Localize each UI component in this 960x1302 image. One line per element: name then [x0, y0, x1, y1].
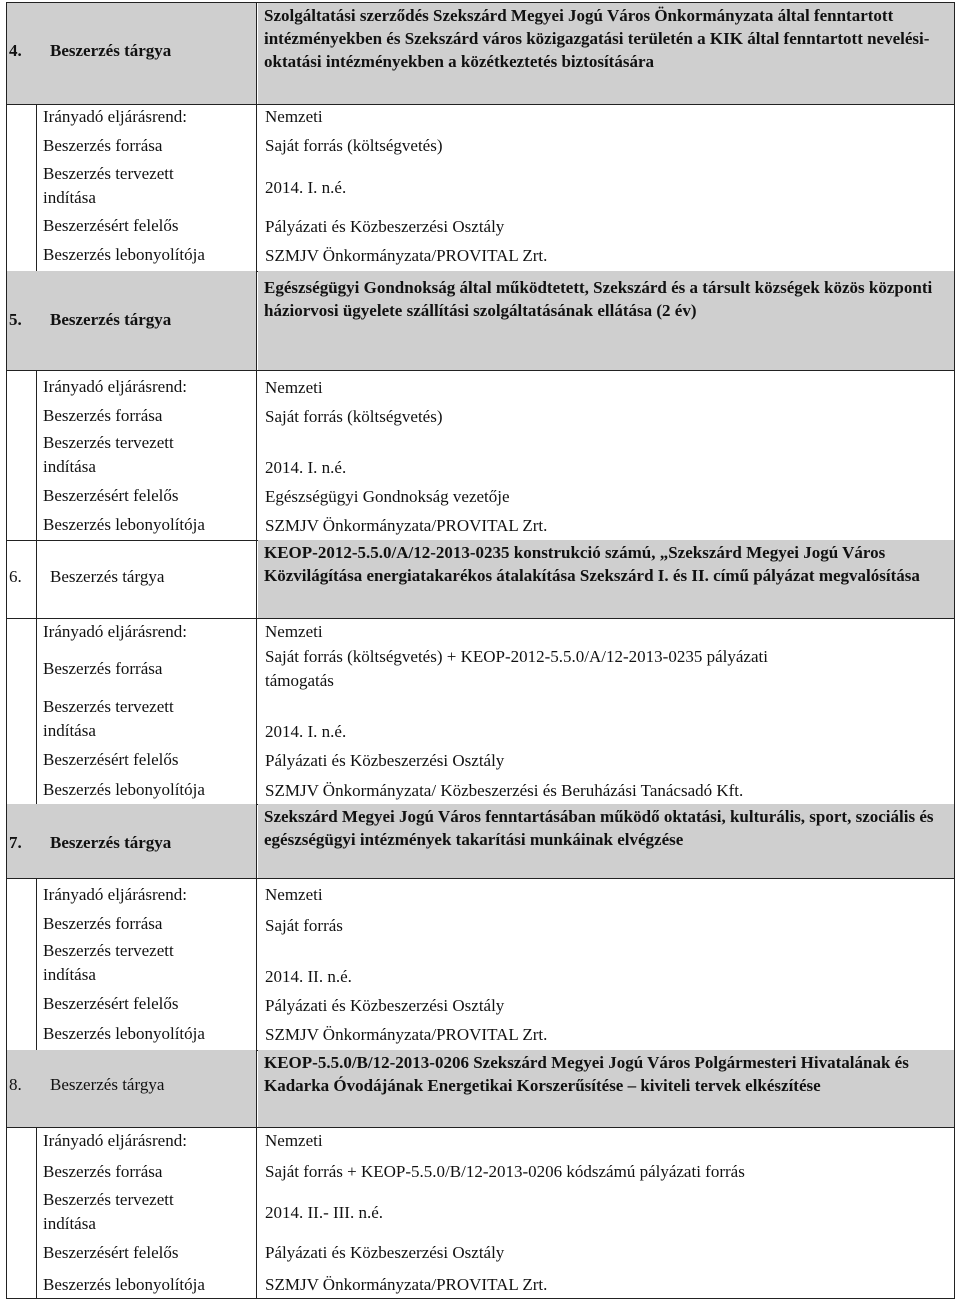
- field-label-organizer: Beszerzés lebonyolítója: [43, 780, 205, 799]
- item-responsible: Pályázati és Közbeszerzési Osztály: [265, 217, 505, 236]
- item-source-line1: Saját forrás (költségvetés) + KEOP-2012-5.5.0/A/12-2013-0235 pályázati: [265, 647, 768, 666]
- field-label-procedure: Irányadó eljárásrend:: [43, 107, 187, 126]
- item-number: 8.: [9, 1075, 22, 1094]
- field-label-start-line1: Beszerzés tervezett: [43, 697, 174, 716]
- item-procedure: Nemzeti: [265, 378, 323, 397]
- procurement-plan-table: [6, 2, 955, 1299]
- item-responsible: Pályázati és Közbeszerzési Osztály: [265, 1243, 505, 1262]
- field-label-source: Beszerzés forrása: [43, 136, 163, 155]
- row-divider: [7, 1127, 954, 1128]
- field-label-procedure: Irányadó eljárásrend:: [43, 885, 187, 904]
- item-source-line2: támogatás: [265, 671, 334, 690]
- field-label-start-line2: indítása: [43, 457, 96, 476]
- field-label-responsible: Beszerzésért felelős: [43, 994, 179, 1013]
- row-divider: [7, 878, 954, 879]
- field-label-source: Beszerzés forrása: [43, 1162, 163, 1181]
- field-label-procedure: Irányadó eljárásrend:: [43, 622, 187, 641]
- item-number: 5.: [9, 310, 22, 329]
- field-label-start-line2: indítása: [43, 965, 96, 984]
- item-4-subject-cell: [258, 3, 954, 104]
- item-procedure: Nemzeti: [265, 1131, 323, 1150]
- field-label-organizer: Beszerzés lebonyolítója: [43, 1024, 205, 1043]
- field-label-start-line1: Beszerzés tervezett: [43, 164, 174, 183]
- field-label-subject: Beszerzés tárgya: [50, 833, 172, 852]
- field-label-start-line2: indítása: [43, 721, 96, 740]
- column-divider: [256, 3, 257, 1298]
- item-subject: Szolgáltatási szerződés Szekszárd Megyei Jogú Város Önkormányzata által fenntartott intézményekben és Szekszárd város közigazgatási területén a KIK által fenntartott nevelési-oktatási intézményekben a közétkeztetés biztosítására: [264, 6, 930, 71]
- item-8-header-cell: [7, 1050, 256, 1127]
- field-label-organizer: Beszerzés lebonyolítója: [43, 245, 205, 264]
- field-label-responsible: Beszerzésért felelős: [43, 1243, 179, 1262]
- item-source: Saját forrás (költségvetés): [265, 136, 443, 155]
- field-label-start-line1: Beszerzés tervezett: [43, 1190, 174, 1209]
- item-subject: KEOP-2012-5.5.0/A/12-2013-0235 konstrukció számú, „Szekszárd Megyei Jogú Város Közvilágítása energiatakarékos átalakítása Szekszárd I. és II. című pályázat megvalósítása: [264, 543, 920, 585]
- field-label-responsible: Beszerzésért felelős: [43, 486, 179, 505]
- field-label-procedure: Irányadó eljárásrend:: [43, 377, 187, 396]
- item-source: Saját forrás (költségvetés): [265, 407, 443, 426]
- field-label-source: Beszerzés forrása: [43, 659, 163, 678]
- field-label-organizer: Beszerzés lebonyolítója: [43, 1275, 205, 1294]
- item-start: 2014. I. n.é.: [265, 458, 347, 477]
- item-start: 2014. I. n.é.: [265, 722, 347, 741]
- item-7-header-cell: [7, 804, 256, 878]
- field-label-start-line1: Beszerzés tervezett: [43, 941, 174, 960]
- field-label-subject: Beszerzés tárgya: [50, 310, 172, 329]
- item-number: 6.: [9, 567, 22, 586]
- item-6-header-cell: [7, 540, 256, 618]
- item-responsible: Pályázati és Közbeszerzési Osztály: [265, 751, 505, 770]
- item-number: 4.: [9, 41, 22, 60]
- item-organizer: SZMJV Önkormányzata/PROVITAL Zrt.: [265, 1275, 548, 1294]
- item-responsible: Egészségügyi Gondnokság vezetője: [265, 487, 510, 506]
- item-8-subject-cell: [258, 1050, 954, 1127]
- field-label-subject: Beszerzés tárgya: [50, 41, 172, 60]
- item-4-header-cell: [7, 3, 256, 104]
- field-label-start-line2: indítása: [43, 1214, 96, 1233]
- item-procedure: Nemzeti: [265, 107, 323, 126]
- item-source: Saját forrás: [265, 916, 343, 935]
- item-procedure: Nemzeti: [265, 622, 323, 641]
- field-label-source: Beszerzés forrása: [43, 406, 163, 425]
- item-responsible: Pályázati és Közbeszerzési Osztály: [265, 996, 505, 1015]
- field-label-subject: Beszerzés tárgya: [50, 567, 165, 586]
- field-label-subject: Beszerzés tárgya: [50, 1075, 165, 1094]
- field-label-responsible: Beszerzésért felelős: [43, 216, 179, 235]
- item-organizer: SZMJV Önkormányzata/ Közbeszerzési és Beruházási Tanácsadó Kft.: [265, 781, 744, 800]
- item-organizer: SZMJV Önkormányzata/PROVITAL Zrt.: [265, 1025, 548, 1044]
- field-label-responsible: Beszerzésért felelős: [43, 750, 179, 769]
- item-subject: Egészségügyi Gondnokság által működtetett, Szekszárd és a társult községek közös központi háziorvosi ügyelete szállítási szolgáltatásának ellátása (2 év): [264, 278, 933, 320]
- field-label-procedure: Irányadó eljárásrend:: [43, 1131, 187, 1150]
- item-organizer: SZMJV Önkormányzata/PROVITAL Zrt.: [265, 246, 548, 265]
- field-label-start-line2: indítása: [43, 188, 96, 207]
- item-subject: KEOP-5.5.0/B/12-2013-0206 Szekszárd Megyei Jogú Város Polgármesteri Hivatalának és Kadarka Óvodájának Energetikai Korszerűsítése – kiviteli tervek elkészítése: [264, 1053, 909, 1095]
- item-organizer: SZMJV Önkormányzata/PROVITAL Zrt.: [265, 516, 548, 535]
- item-5-header-cell: [7, 271, 256, 370]
- field-label-source: Beszerzés forrása: [43, 914, 163, 933]
- item-start: 2014. I. n.é.: [265, 178, 347, 197]
- row-divider: [7, 370, 954, 371]
- item-start: 2014. II.- III. n.é.: [265, 1203, 384, 1222]
- item-7-subject-cell: [258, 804, 954, 878]
- item-number: 7.: [9, 833, 22, 852]
- item-5-subject-cell: [258, 271, 954, 370]
- item-6-subject-cell: [258, 540, 954, 618]
- field-label-organizer: Beszerzés lebonyolítója: [43, 515, 205, 534]
- field-label-start-line1: Beszerzés tervezett: [43, 433, 174, 452]
- item-subject: Szekszárd Megyei Jogú Város fenntartásában működő oktatási, kulturális, sport, szociális és egészségügyi intézmények takarítási munkáinak elvégzése: [264, 807, 934, 849]
- item-procedure: Nemzeti: [265, 885, 323, 904]
- item-start: 2014. II. n.é.: [265, 967, 352, 986]
- item-source: Saját forrás + KEOP-5.5.0/B/12-2013-0206 kódszámú pályázati forrás: [265, 1162, 745, 1181]
- row-divider: [7, 618, 954, 619]
